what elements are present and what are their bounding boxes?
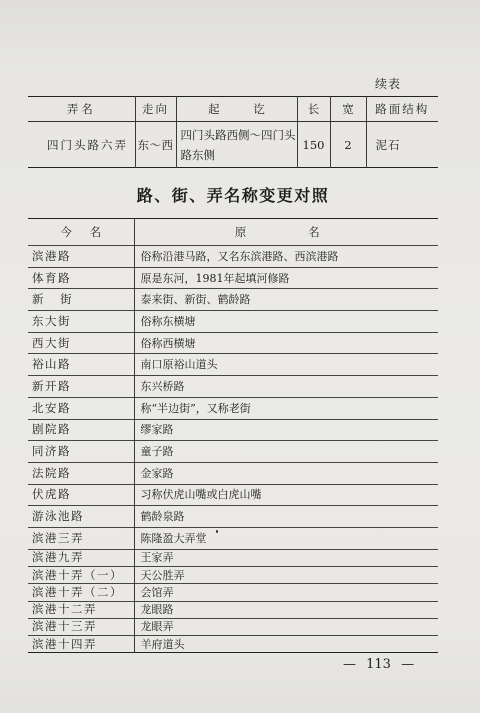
- current-name: 新开路: [28, 376, 134, 398]
- lane-surface: 泥石: [366, 122, 438, 168]
- table-row: [28, 267, 438, 289]
- current-name: 东大街: [28, 311, 134, 333]
- lane-spec-table: [28, 96, 438, 168]
- current-name: 同济路: [28, 441, 134, 463]
- header-lane-name: 弄名: [28, 97, 135, 122]
- lane-width: 2: [330, 122, 366, 168]
- table-row: [28, 332, 438, 354]
- table-row: [28, 122, 438, 168]
- current-name: 滨港路: [28, 246, 134, 268]
- header-from-to: 起 讫: [176, 97, 297, 122]
- continued-table-label: 续表: [375, 77, 402, 91]
- table-row: [28, 354, 438, 376]
- former-name: 俗称西横塘: [134, 332, 438, 354]
- header-direction: 走向: [135, 97, 176, 122]
- current-name: 伏虎路: [28, 484, 134, 506]
- former-name: 童子路: [134, 441, 438, 463]
- current-name: 滨港十三弄: [28, 618, 134, 635]
- former-name: 陈隆盈大弄堂: [134, 527, 438, 549]
- lane-name: 四门头路六弄: [47, 137, 128, 152]
- lane-from-to: 四门头路西侧～四门头路东侧: [176, 122, 297, 168]
- table-row: [28, 601, 438, 618]
- former-name: 金家路: [134, 462, 438, 484]
- header-surface: 路面结构: [366, 97, 438, 122]
- rename-table: [28, 218, 438, 653]
- table-header-row: [28, 219, 438, 246]
- table-row: [28, 566, 438, 583]
- table-row: [28, 636, 438, 653]
- section-title: 路、街、弄名称变更对照: [136, 186, 330, 205]
- table-row: [28, 484, 438, 506]
- table-row: [28, 584, 438, 601]
- former-name: 南口原裕山道头: [134, 354, 438, 376]
- header-former-name: 原 名: [134, 219, 438, 246]
- current-name: 滨港十二弄: [28, 601, 134, 618]
- header-length: 长: [297, 97, 330, 122]
- former-name: 习称伏虎山嘴或白虎山嘴: [134, 484, 438, 506]
- header-current-name: 今 名: [60, 224, 102, 239]
- current-name: 滨港三弄: [28, 527, 134, 549]
- page-number: — 113 —: [343, 657, 415, 672]
- current-name: 滨港十弄（二）: [28, 584, 134, 601]
- table-row: [28, 376, 438, 398]
- former-name: 天公胜弄: [134, 566, 438, 583]
- table-row: [28, 462, 438, 484]
- table-header-row: [28, 97, 438, 122]
- former-name: 东兴桥路: [134, 376, 438, 398]
- lane-length: 150: [297, 122, 330, 168]
- former-name: 称“半边街”，又称老街: [134, 397, 438, 419]
- former-name: 缪家路: [134, 419, 438, 441]
- former-name: 王家弄: [134, 549, 438, 566]
- ink-speck: [216, 530, 218, 533]
- former-name: 俗称沿港马路，又名东滨港路、西滨港路: [134, 246, 438, 268]
- header-width: 宽: [330, 97, 366, 122]
- current-name: 新 街: [28, 289, 134, 311]
- current-name: 西大街: [28, 332, 134, 354]
- former-name: 原是东河，1981年起填河修路: [134, 267, 438, 289]
- former-name: 鹤龄泉路: [134, 506, 438, 528]
- current-name: 滨港十弄（一）: [28, 566, 134, 583]
- former-name: 龙眼弄: [134, 618, 438, 635]
- table-row: [28, 549, 438, 566]
- table-row: [28, 246, 438, 268]
- current-name: 法院路: [28, 462, 134, 484]
- former-name: 龙眼路: [134, 601, 438, 618]
- table-row: [28, 527, 438, 549]
- table-row: [28, 419, 438, 441]
- current-name: 游泳池路: [28, 506, 134, 528]
- current-name: 滨港九弄: [28, 549, 134, 566]
- former-name: 俗称东横塘: [134, 311, 438, 333]
- table-row: [28, 506, 438, 528]
- table-row: [28, 397, 438, 419]
- current-name: 体育路: [28, 267, 134, 289]
- former-name: 泰来街、新街、鹤龄路: [134, 289, 438, 311]
- current-name: 北安路: [28, 397, 134, 419]
- current-name: 剧院路: [28, 419, 134, 441]
- table-row: [28, 441, 438, 463]
- lane-direction: 东～西: [135, 122, 176, 168]
- former-name: 羊府道头: [134, 636, 438, 653]
- current-name: 滨港十四弄: [28, 636, 134, 653]
- table-row: [28, 289, 438, 311]
- table-row: [28, 618, 438, 635]
- former-name: 会馆弄: [134, 584, 438, 601]
- current-name: 裕山路: [28, 354, 134, 376]
- table-row: [28, 311, 438, 333]
